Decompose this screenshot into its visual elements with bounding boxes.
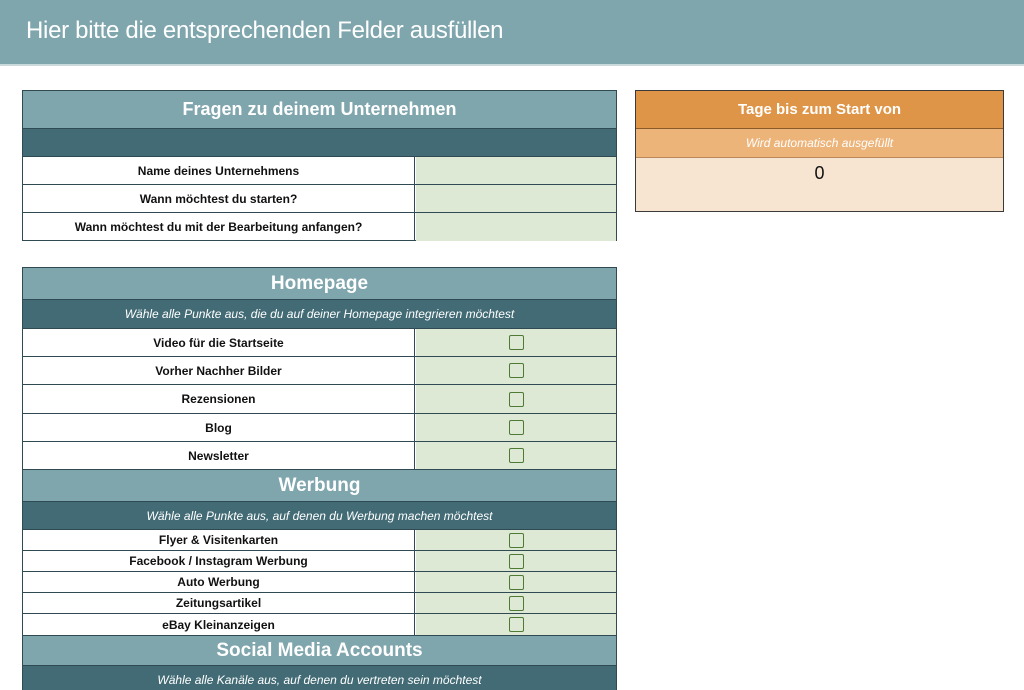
auto-werbung-checkbox[interactable] [509,575,524,590]
countdown-title: Tage bis zum Start von [737,101,902,118]
options-panel [22,267,617,690]
werbung-item-label: Flyer & Visitenkarten [23,530,415,550]
company-panel-header [23,91,616,129]
homepage-item-label: Newsletter [23,442,415,469]
company-name-field[interactable] [416,157,616,184]
video-checkbox[interactable] [509,335,524,350]
werbung-item-field [416,614,616,635]
homepage-item-field [416,329,616,356]
werbung-item-field [416,530,616,550]
company-name-label: Name deines Unternehmens [23,157,415,184]
start-date-field[interactable] [416,185,616,212]
processing-start-label: Wann möchtest du mit der Bearbeitung anfangen? [23,213,415,241]
homepage-item-field [416,385,616,413]
countdown-panel [635,90,1004,212]
homepage-row-video [23,329,616,357]
werbung-row-auto [23,572,616,593]
company-panel [22,90,617,241]
homepage-row-blog [23,414,616,442]
company-row-start [23,185,616,213]
newsletter-checkbox[interactable] [509,448,524,463]
werbung-row-facebook [23,551,616,572]
ebay-checkbox[interactable] [509,617,524,632]
page-banner [0,0,1024,66]
processing-start-field[interactable] [416,213,616,241]
homepage-item-label: Video für die Startseite [23,329,415,356]
werbung-subtitle: Wähle alle Punkte aus, auf denen du Werbung machen möchtest [146,508,493,523]
homepage-row-newsletter [23,442,616,470]
homepage-row-before-after [23,357,616,385]
werbung-row-zeitung [23,593,616,614]
werbung-header [23,470,616,502]
homepage-item-label: Rezensionen [23,385,415,413]
homepage-title: Homepage [270,272,369,294]
homepage-item-field [416,357,616,384]
social-subtitle: Wähle alle Kanäle aus, auf denen du vertreten sein möchtest [157,672,482,687]
flyer-checkbox[interactable] [509,533,524,548]
countdown-header [636,91,1003,129]
werbung-item-label: Facebook / Instagram Werbung [23,551,415,571]
facebook-instagram-checkbox[interactable] [509,554,524,569]
werbung-item-field [416,593,616,613]
werbung-title: Werbung [278,474,361,496]
werbung-item-field [416,572,616,592]
page-title: Hier bitte die entsprechenden Felder ausfüllen [26,17,504,44]
homepage-item-label: Blog [23,414,415,441]
company-row-processing [23,213,616,241]
social-title: Social Media Accounts [216,639,423,661]
before-after-checkbox[interactable] [509,363,524,378]
werbung-item-label: Zeitungsartikel [23,593,415,613]
homepage-subtitle: Wähle alle Punkte aus, die du auf deiner Homepage integrieren möchtest [124,307,515,321]
werbung-row-flyer [23,530,616,551]
start-date-label: Wann möchtest du starten? [23,185,415,212]
homepage-row-reviews [23,385,616,414]
company-panel-title: Fragen zu deinem Unternehmen [182,99,457,119]
company-row-name [23,157,616,185]
countdown-subtitle: Wird automatisch ausgefüllt [745,136,894,150]
homepage-item-field [416,442,616,469]
social-header [23,636,616,666]
zeitungsartikel-checkbox[interactable] [509,596,524,611]
homepage-item-field [416,414,616,441]
werbung-row-ebay [23,614,616,636]
homepage-item-label: Vorher Nachher Bilder [23,357,415,384]
countdown-subheader [636,129,1003,158]
werbung-item-field [416,551,616,571]
reviews-checkbox[interactable] [509,392,524,407]
homepage-header [23,268,616,300]
social-subheader [23,666,616,690]
werbung-item-label: Auto Werbung [23,572,415,592]
blog-checkbox[interactable] [509,420,524,435]
werbung-item-label: eBay Kleinanzeigen [23,614,415,635]
homepage-subheader [23,300,616,329]
countdown-value: 0 [814,162,825,183]
company-panel-subheader [23,129,616,157]
werbung-subheader [23,502,616,530]
